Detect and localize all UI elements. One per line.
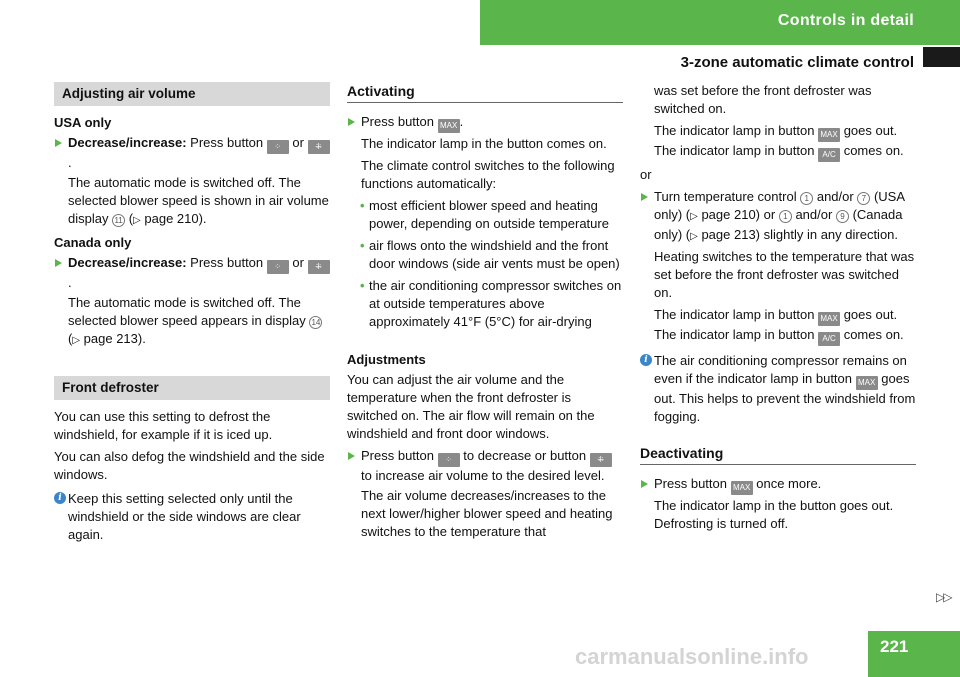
heading-front-defroster: Front defroster xyxy=(54,376,330,400)
page-ref-icon: ▷ xyxy=(690,211,698,222)
decrease-air-button-icon: ⁘ xyxy=(267,260,289,274)
usa-text: The automatic mode is switched off. The selected blower speed is shown in air volume display 11 (▷ page 210). xyxy=(68,175,329,226)
usa-only-label: USA only xyxy=(54,115,112,130)
increase-air-button-icon: ⁜ xyxy=(590,453,612,467)
defrost-max-button-icon: MAX xyxy=(818,312,840,326)
step-decrease-increase-usa: Decrease/increase: Press button ⁘ or ⁜. xyxy=(54,134,330,172)
page-subtitle: 3-zone automatic climate control xyxy=(680,54,914,71)
canada-only-label: Canada only xyxy=(54,235,132,250)
ref-number-icon: 7 xyxy=(857,192,870,205)
step-turn-temperature: Turn temperature control 1 and/or 7 (USA only) (▷ page 210) or 1 and/or 9 (Canada only) (▷ page 213) slightly in any direction. xyxy=(640,188,916,246)
column-1 xyxy=(54,82,330,548)
page-ref-icon: ▷ xyxy=(72,335,81,346)
ref-number-icon: 1 xyxy=(800,192,813,205)
decrease-air-button-icon: ⁘ xyxy=(267,140,289,154)
defrost-max-button-icon: MAX xyxy=(818,128,840,142)
page-ref-icon: ▷ xyxy=(133,215,141,226)
list-item: • air flows onto the windshield and the front door windows (side air vents must be open) xyxy=(347,237,623,273)
ref-number-icon: 9 xyxy=(836,210,849,223)
ac-button-icon: A/C xyxy=(818,148,840,162)
info-note: i The air conditioning compressor remains on even if the indicator lamp in button MAX goes out. This helps to prevent the windshield from fogging. xyxy=(640,352,916,426)
ref-number-icon: 1 xyxy=(779,210,792,223)
continued-text: was set before the front defroster was switched on. xyxy=(654,83,872,116)
activating-text-2: The climate control switches to the following functions automatically: xyxy=(361,158,615,191)
adjustments-text-2: The air volume decreases/increases to the next lower/higher blower speed and heating switches to the temperature that xyxy=(361,488,613,539)
defrost-max-button-icon: MAX xyxy=(438,119,460,133)
step-deactivate: Press button MAX once more. xyxy=(640,475,916,495)
info-icon: i xyxy=(640,354,652,366)
step-press-defrost: Press button MAX . xyxy=(347,113,623,133)
decrease-air-button-icon: ⁘ xyxy=(438,453,460,467)
list-item: • the air conditioning compressor switches on at outside temperatures above approximately 41°F (5°C) for air-drying xyxy=(347,277,623,331)
header-tab xyxy=(923,47,960,67)
section-title: Controls in detail xyxy=(777,12,914,29)
heading-activating: Activating xyxy=(347,82,623,103)
heading-adjusting-air-volume: Adjusting air volume xyxy=(54,82,330,106)
step-decrease-increase-canada: Decrease/increase: Press button ⁘ or ⁜. xyxy=(54,254,330,292)
info-icon: i xyxy=(54,492,66,504)
info-note: i Keep this setting selected only until the windshield or the side windows are clear again. xyxy=(54,490,330,544)
defroster-para-2: You can also defog the windshield and the side windows. xyxy=(54,449,325,482)
ref-number-icon: 11 xyxy=(112,214,125,227)
adjustments-label: Adjustments xyxy=(347,352,426,367)
lamp-text-2: The indicator lamp in button MAX goes out. The indicator lamp in button A/C comes on. xyxy=(640,306,916,346)
heating-text: Heating switches to the temperature that was set before the front defroster was switched on. xyxy=(654,249,915,300)
list-item: • most efficient blower speed and heating power, depending on outside temperature xyxy=(347,197,623,233)
page-number: 221 xyxy=(880,637,909,656)
column-3 xyxy=(640,82,916,537)
defrost-max-button-icon: MAX xyxy=(731,481,753,495)
increase-air-button-icon: ⁜ xyxy=(308,140,330,154)
ac-button-icon: A/C xyxy=(818,332,840,346)
canada-text: The automatic mode is switched off. The selected blower speed appears in display 14 (▷ page 213). xyxy=(54,294,330,350)
activating-text-1: The indicator lamp in the button comes on. xyxy=(361,136,607,151)
ref-number-icon: 14 xyxy=(309,316,322,329)
page-ref-icon: ▷ xyxy=(690,231,698,242)
heading-deactivating: Deactivating xyxy=(640,444,916,465)
column-2 xyxy=(347,82,623,545)
adjustments-text: You can adjust the air volume and the temperature when the front defroster is switched on. The air flow will remain on the windshield and front door windows. xyxy=(347,372,595,441)
deactivate-text: The indicator lamp in the button goes out. Defrosting is turned off. xyxy=(654,498,894,531)
step-adjust-air: Press button ⁘ to decrease or button ⁜ to increase air volume to the desired level. xyxy=(347,447,623,485)
continue-arrows-icon: ▷▷ xyxy=(936,590,951,604)
increase-air-button-icon: ⁜ xyxy=(308,260,330,274)
defrost-max-button-icon: MAX xyxy=(856,376,878,390)
defroster-para-1: You can use this setting to defrost the windshield, for example if it is iced up. xyxy=(54,409,273,442)
lamp-text: The indicator lamp in button MAX goes out. The indicator lamp in button A/C comes on. xyxy=(640,122,916,162)
or-text: or xyxy=(640,167,652,182)
watermark: carmanualsonline.info xyxy=(575,644,809,669)
